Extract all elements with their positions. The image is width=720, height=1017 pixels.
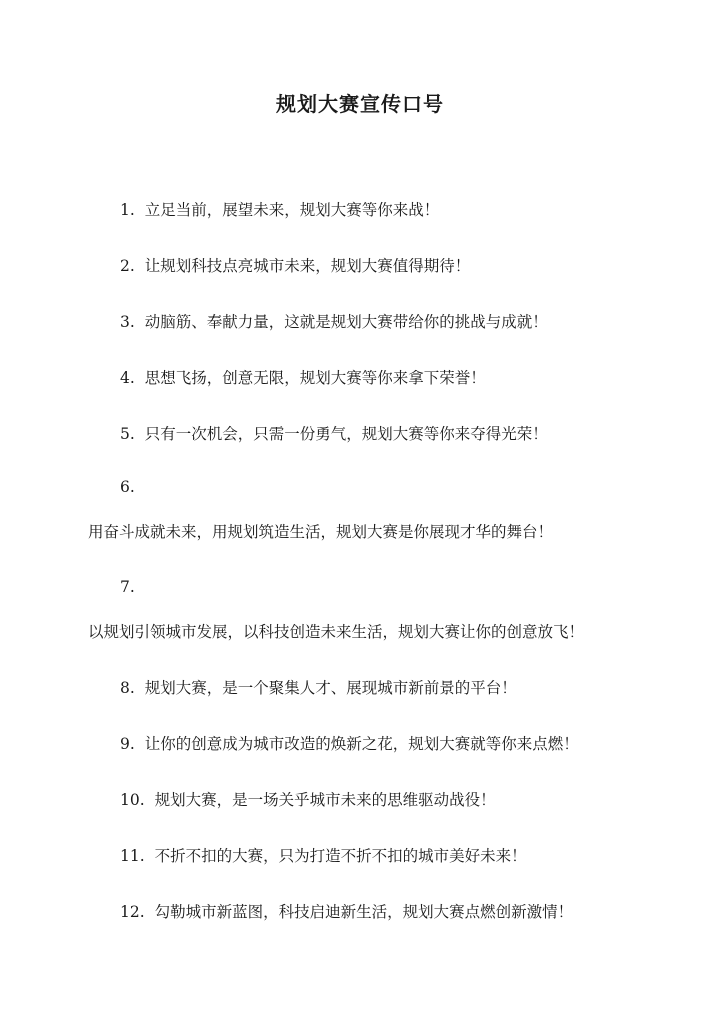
- slogan-number: 9.: [120, 735, 135, 753]
- slogan-text: 让规划科技点亮城市未来，规划大赛值得期待！: [144, 257, 471, 275]
- slogan-text: 规划大赛，是一场关乎城市未来的思维驱动战役！: [154, 791, 496, 809]
- slogan-text: 动脑筋、奉献力量，这就是规划大赛带给你的挑战与成就！: [144, 313, 548, 331]
- slogan-number: 5.: [120, 425, 135, 443]
- document-title: 规划大赛宣传口号: [276, 92, 444, 116]
- slogan-item-12: [120, 900, 573, 922]
- slogan-text-7: 以规划引领城市发展，以科技创造未来生活，规划大赛让你的创意放飞！: [88, 623, 585, 641]
- slogan-item-5: [120, 422, 548, 444]
- slogan-item-4: [120, 366, 486, 388]
- slogan-number-6: 6.: [120, 478, 135, 496]
- slogan-item-1: [120, 198, 439, 220]
- slogan-item-8: [120, 676, 517, 698]
- slogan-number: 1.: [120, 201, 135, 219]
- slogan-text: 只有一次机会，只需一份勇气，规划大赛等你来夺得光荣！: [144, 425, 548, 443]
- slogan-text: 规划大赛，是一个聚集人才、展现城市新前景的平台！: [144, 679, 517, 697]
- slogan-text: 立足当前，展望未来，规划大赛等你来战！: [144, 201, 440, 219]
- slogan-number: 2.: [120, 257, 135, 275]
- slogan-item-2: [120, 254, 470, 276]
- slogan-item-10: [120, 788, 496, 810]
- slogan-number: 4.: [120, 369, 135, 387]
- slogan-text: 不折不扣的大赛，只为打造不折不扣的城市美好未来！: [154, 847, 527, 865]
- slogan-item-9: [120, 732, 579, 754]
- slogan-number: 12.: [120, 903, 145, 921]
- slogan-text: 思想飞扬，创意无限，规划大赛等你来拿下荣誉！: [144, 369, 486, 387]
- slogan-item-3: [120, 310, 548, 332]
- slogan-number-7: 7.: [120, 578, 135, 596]
- slogan-text-6: 用奋斗成就未来，用规划筑造生活，规划大赛是你展现才华的舞台！: [88, 523, 554, 541]
- slogan-text: 勾勒城市新蓝图，科技启迪新生活，规划大赛点燃创新激情！: [154, 903, 574, 921]
- slogan-number: 3.: [120, 313, 135, 331]
- slogan-number: 8.: [120, 679, 135, 697]
- slogan-text: 让你的创意成为城市改造的焕新之花，规划大赛就等你来点燃！: [144, 735, 579, 753]
- slogan-number: 11.: [120, 847, 145, 865]
- slogan-number: 10.: [120, 791, 145, 809]
- slogan-item-11: [120, 844, 527, 866]
